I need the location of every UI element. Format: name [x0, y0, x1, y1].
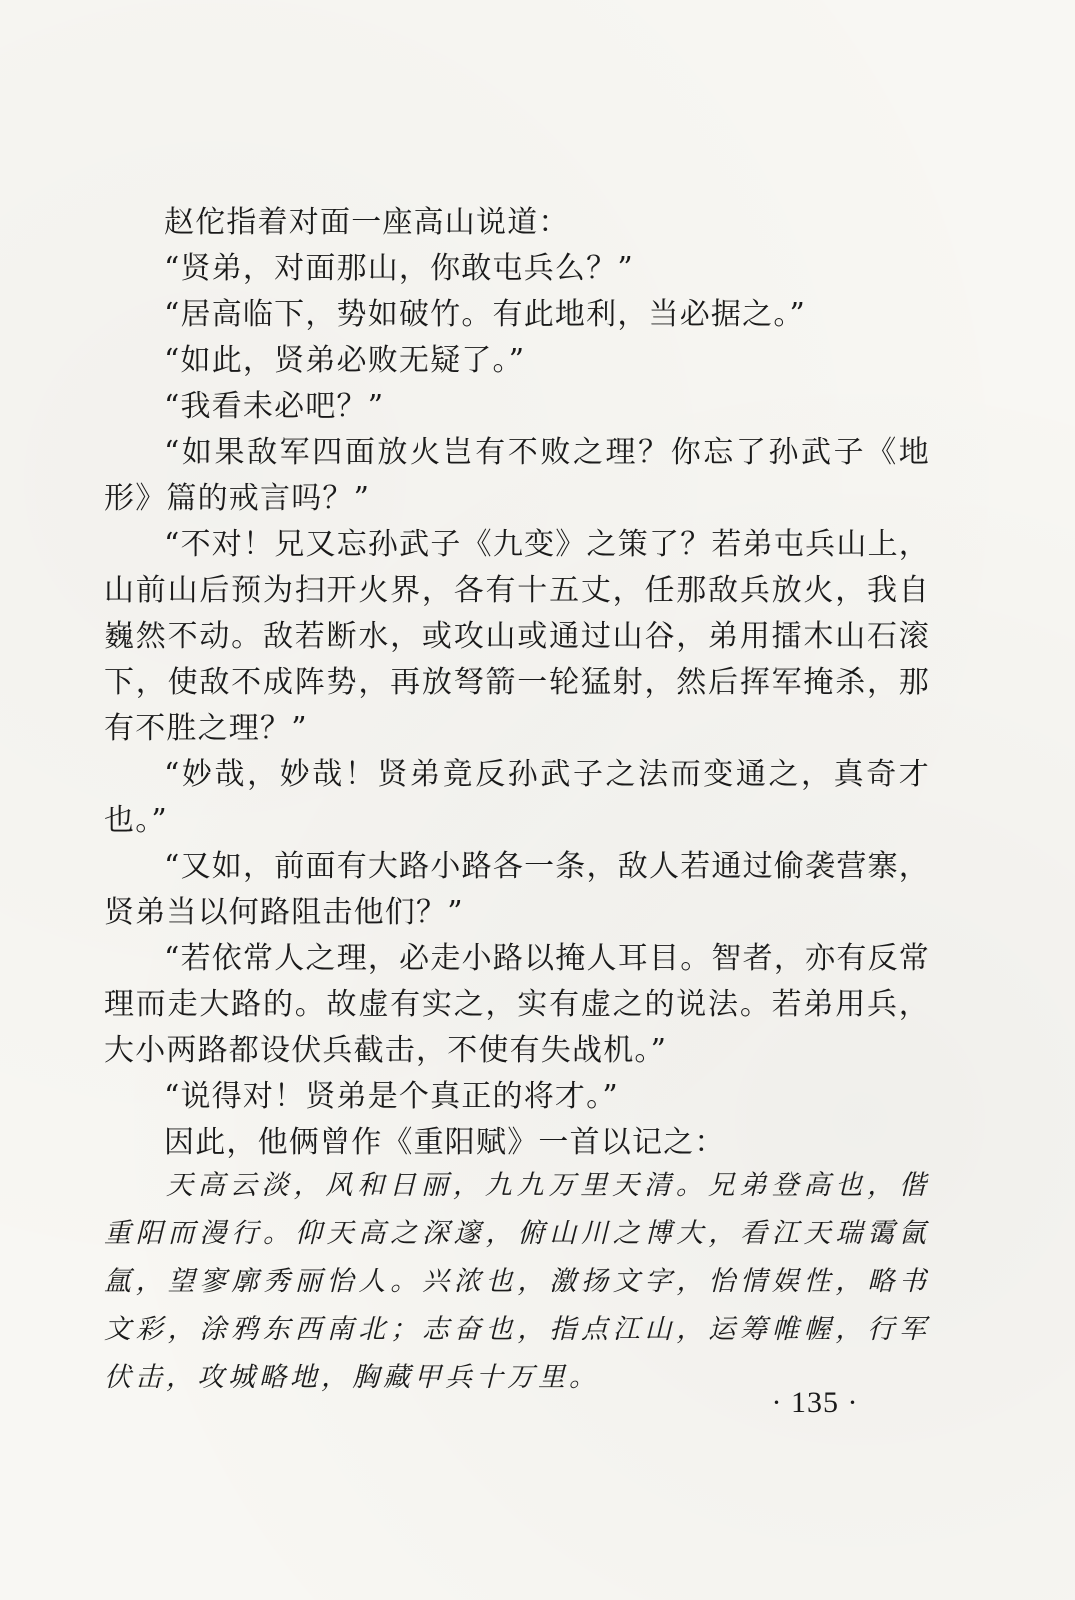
poem-text: 天高云淡，风和日丽，九九万里天清。兄弟登高也，偕重阳而漫行。仰天高之深邃，俯山川之博大，看江天瑞霭氤氲，望寥廓秀丽怡人。兴浓也，激扬文字，怡情娱性，略书文彩，涂鸦东西南北；志奋也，指点江山，运筹帷幄，行军伏击，攻城略地，胸藏甲兵十万里。 — [104, 1170, 930, 1393]
paragraph: “说得对！贤弟是个真正的将才。” — [164, 1079, 619, 1114]
page-number: · 135 · — [771, 1386, 859, 1419]
paragraph: “如此，贤弟必败无疑了。” — [164, 343, 526, 378]
paragraph: “又如，前面有大路小路各一条，敌人若通过偷袭营寨，贤弟当以何路阻击他们？” — [104, 849, 930, 930]
paragraph: “我看未必吧？” — [164, 389, 385, 424]
body-text — [104, 200, 930, 1166]
paragraph: 赵佗指着对面一座高山说道： — [164, 205, 570, 240]
paragraph: “贤弟，对面那山，你敢屯兵么？” — [164, 251, 634, 286]
paragraph: “不对！兄又忘孙武子《九变》之策了？若弟屯兵山上，山前山后预为扫开火界，各有十五丈，任那敌兵放火，我自巍然不动。敌若断水，或攻山或通过山谷，弟用擂木山石滚下，使敌不成阵势，再放弩箭一轮猛射，然后挥军掩杀，那有不胜之理？” — [104, 527, 930, 746]
paragraph: 因此，他俩曾作《重阳赋》一首以记之： — [164, 1125, 726, 1160]
paragraph: “如果敌军四面放火岂有不败之理？你忘了孙武子《地形》篇的戒言吗？” — [104, 435, 930, 516]
paragraph: “妙哉，妙哉！贤弟竟反孙武子之法而变通之，真奇才也。” — [104, 757, 930, 838]
paragraph: “居高临下，势如破竹。有此地利，当必据之。” — [164, 297, 807, 332]
paragraph: “若依常人之理，必走小路以掩人耳目。智者，亦有反常理而走大路的。故虚有实之，实有虚之的说法。若弟用兵，大小两路都设伏兵截击，不使有失战机。” — [104, 941, 930, 1068]
